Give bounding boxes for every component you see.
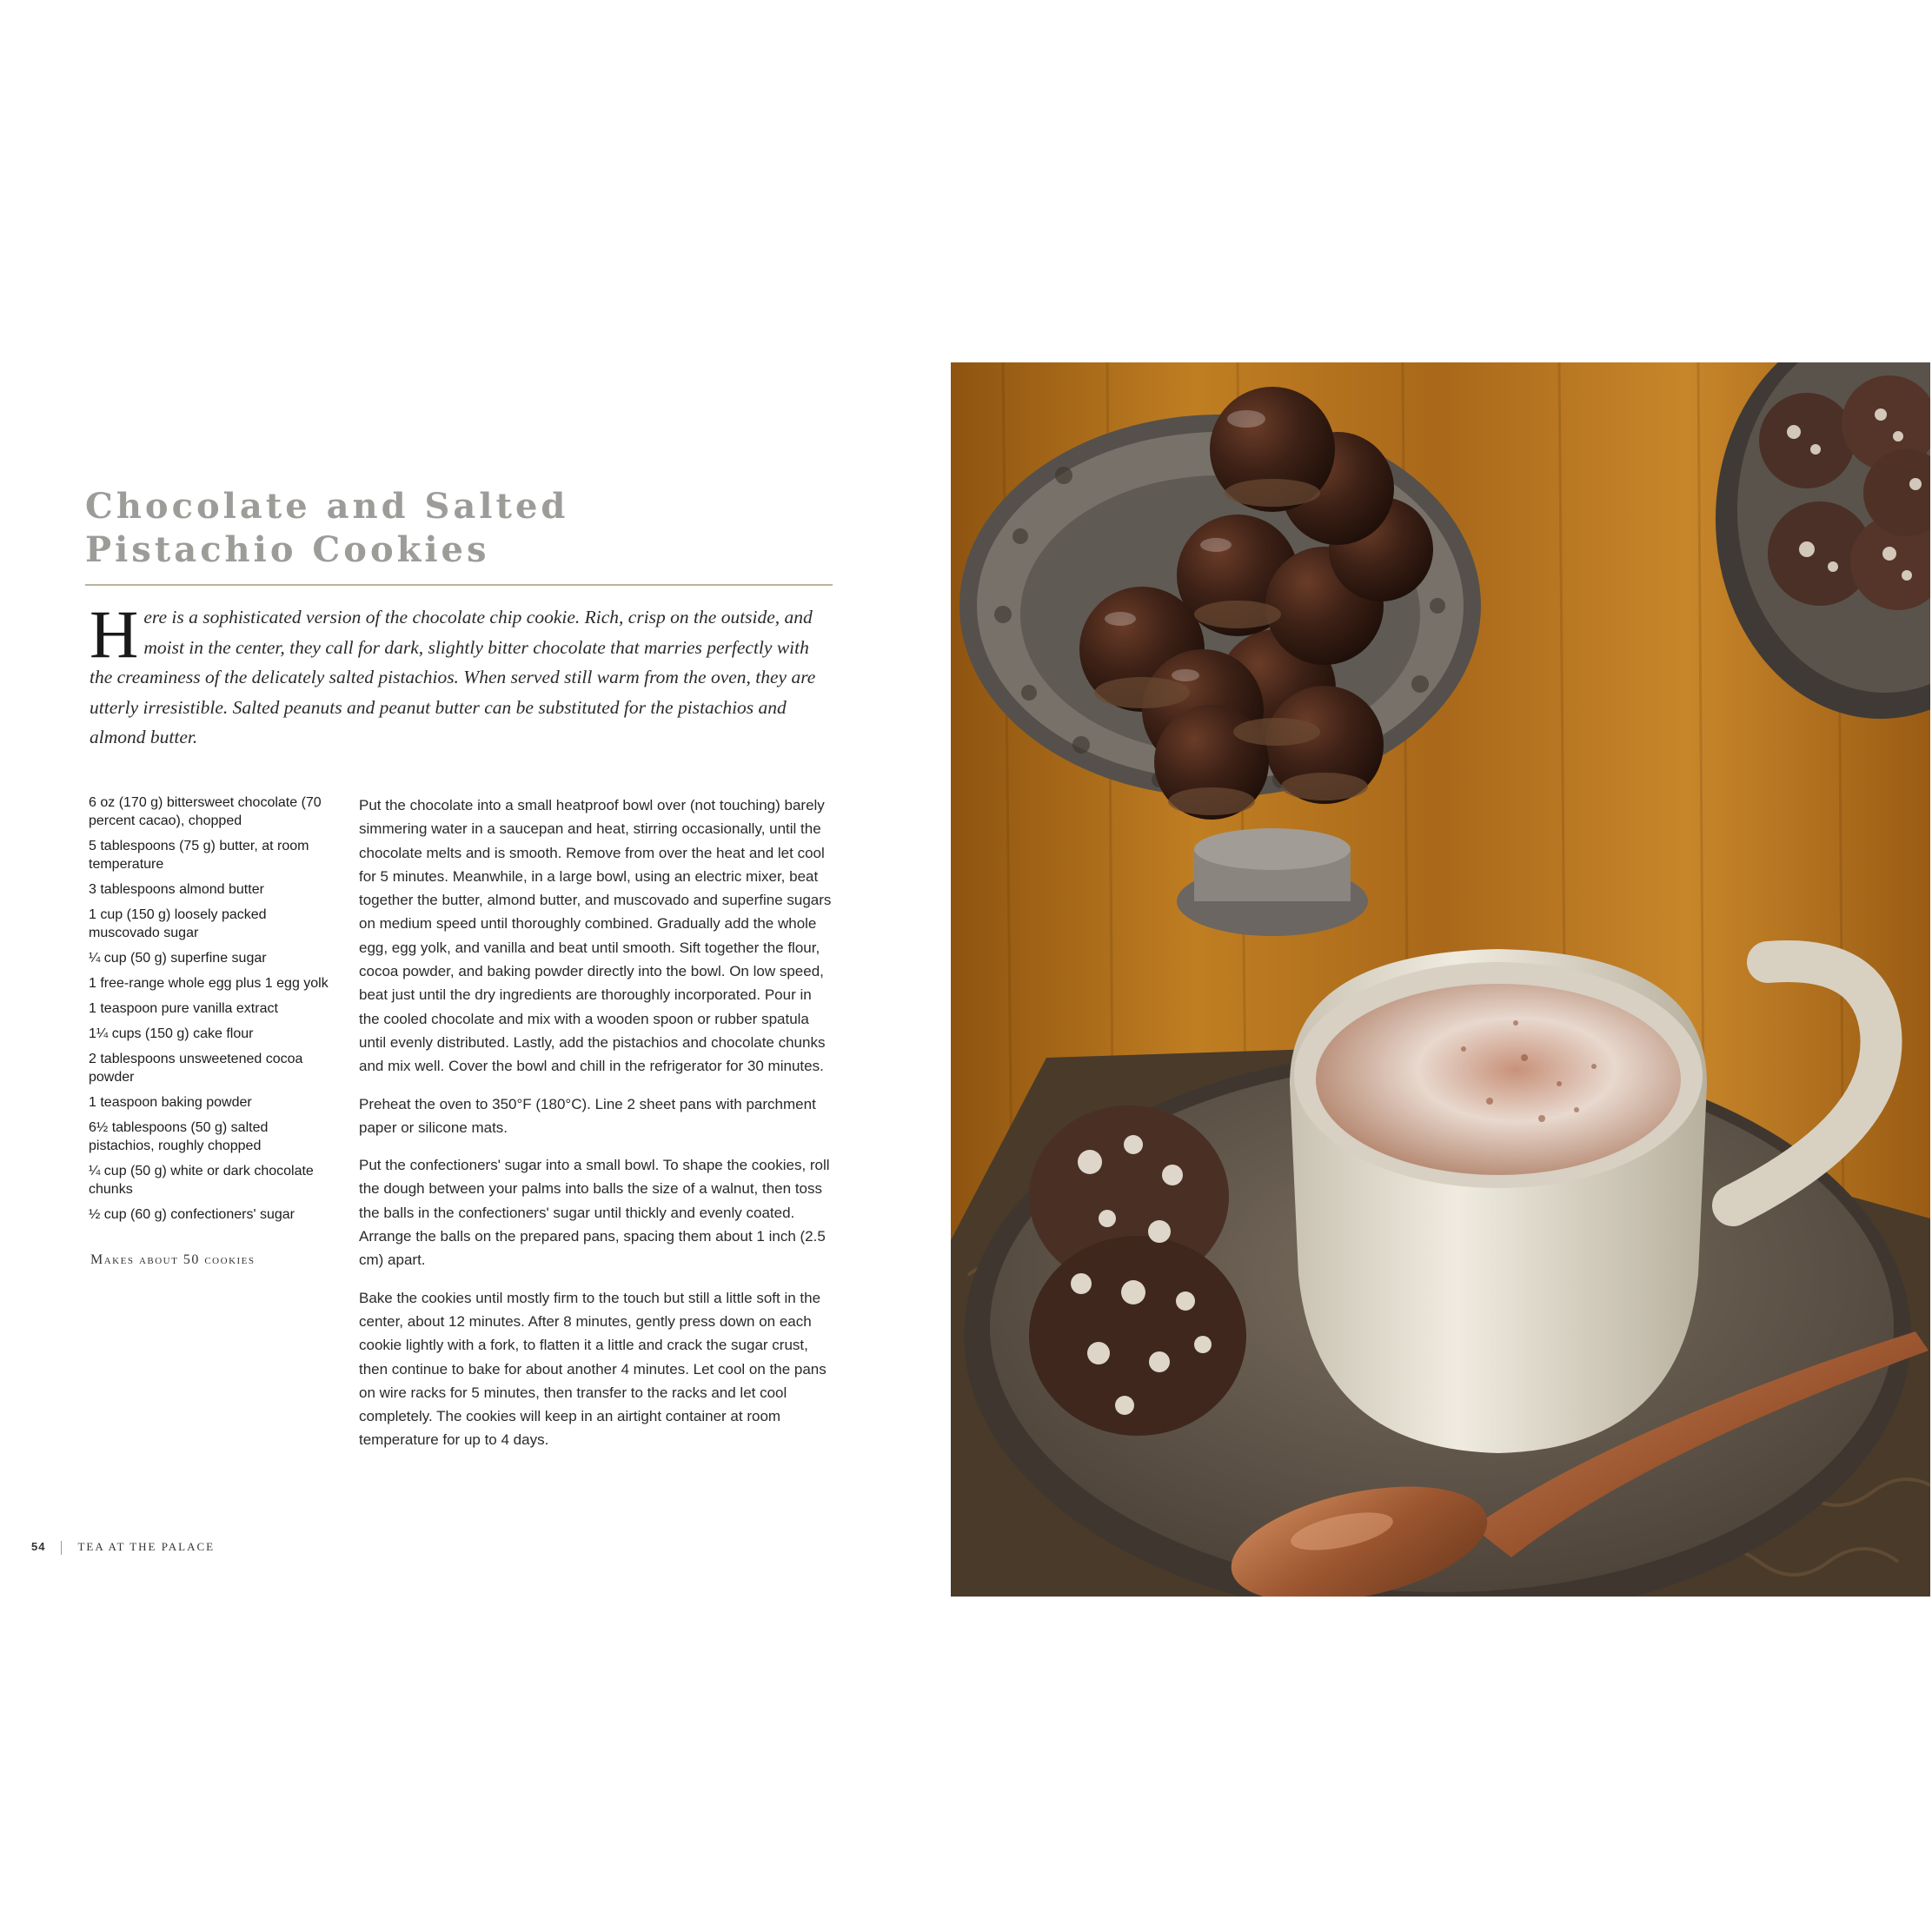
ingredient-item: ¼ cup (50 g) white or dark chocolate chunks xyxy=(89,1164,314,1197)
intro-drop-cap: H xyxy=(90,596,139,672)
running-title: TEA AT THE PALACE xyxy=(77,1540,216,1553)
ingredient-item: ¼ cup (50 g) superfine sugar xyxy=(89,951,267,966)
method-step: Put the confectioners' sugar into a small bowl. To shape the cookies, roll the dough between your palms into balls the size of a walnut, then toss the balls in the confectioners' sugar until thickly and evenly coated. Arrange the balls on the prepared pans, spacing them about 1 inch (2.5 cm) apart. xyxy=(359,1157,830,1269)
intro-text: ere is a sophisticated version of the chocolate chip cookie. Rich, crisp on the outside, and moist in the center, they call for dark, slightly bitter chocolate that marries perfectly with the creaminess of the delicately salted pistachios. When served still warm from the oven, they are utterly irresistible. Salted peanuts and peanut butter can be substituted for the pistachios and almond butter. xyxy=(90,607,816,747)
page-footer xyxy=(31,1540,215,1555)
ingredient-item: 6½ tablespoons (50 g) salted pistachios, roughly chopped xyxy=(89,1120,269,1153)
title-divider xyxy=(85,584,833,586)
ingredient-item: 1¼ cups (150 g) cake flour xyxy=(89,1026,254,1041)
method-step: Put the chocolate into a small heatproof bowl over (not touching) barely simmering water in a saucepan and heat, stirring occasionally, until the chocolate melts and is smooth. Remove from over the heat and let cool for 5 minutes. Meanwhile, in a large bowl, using an electric mixer, beat together the butter, almond butter, and muscovado and superfine sugars on medium speed until thoroughly combined. Gradually add the whole egg, egg yolk, and vanilla and beat until smooth. Sift together the flour, cocoa powder, and baking powder directly into the bowl. On low speed, beat just until the dry ingredients are thoroughly incorporated. Pour in the cooled chocolate and mix with a wooden spoon or rubber spatula until evenly distributed. Lastly, add the pistachios and chocolate chunks and mix well. Cover the bowl and chill in the refrigerator for 30 minutes. xyxy=(359,797,832,1075)
ingredient-item: 6 oz (170 g) bittersweet chocolate (70 percent cacao), chopped xyxy=(89,795,322,828)
ingredient-item: 2 tablespoons unsweetened cocoa powder xyxy=(89,1052,303,1085)
recipe-photo xyxy=(951,362,1930,1597)
ingredient-item: 1 teaspoon baking powder xyxy=(89,1095,252,1110)
ingredient-item: ½ cup (60 g) confectioners' sugar xyxy=(89,1207,295,1222)
ingredient-list xyxy=(89,793,336,1231)
hot-chocolate-foam xyxy=(1316,984,1681,1175)
recipe-intro xyxy=(90,596,820,753)
ingredient-item: 1 teaspoon pure vanilla extract xyxy=(89,1001,278,1016)
page-number: 54 xyxy=(31,1540,46,1553)
method-column xyxy=(359,793,833,1466)
method-step: Bake the cookies until mostly firm to the touch but still a little soft in the center, about 12 minutes. After 8 minutes, gently press down on each cookie lightly with a fork, to flatten it a little and crack the sugar crust, then continue to bake for about another 4 minutes. Let cool on the pans on wire racks for 5 minutes, then transfer to the racks and let cool completely. The cookies will keep in an airtight container at room temperature for up to 4 days. xyxy=(359,1289,827,1449)
ingredient-item: 1 free-range whole egg plus 1 egg yolk xyxy=(89,976,329,991)
ingredient-item: 3 tablespoons almond butter xyxy=(89,882,264,897)
crinkle-cookies-saucer xyxy=(1029,1105,1246,1436)
ingredient-item: 5 tablespoons (75 g) butter, at room temperature xyxy=(89,839,309,872)
footer-separator xyxy=(61,1541,62,1555)
recipe-title-line-2: Pistachio Cookies xyxy=(85,529,490,570)
recipe-title xyxy=(85,485,833,572)
ingredient-item: 1 cup (150 g) loosely packed muscovado sugar xyxy=(89,907,267,940)
food-photo-illustration xyxy=(951,362,1930,1597)
recipe-yield: Makes about 50 cookies xyxy=(90,1252,256,1267)
method-step: Preheat the oven to 350°F (180°C). Line 2 sheet pans with parchment paper or silicone mats. xyxy=(359,1095,816,1136)
recipe-title-line-1: Chocolate and Salted xyxy=(85,486,569,527)
